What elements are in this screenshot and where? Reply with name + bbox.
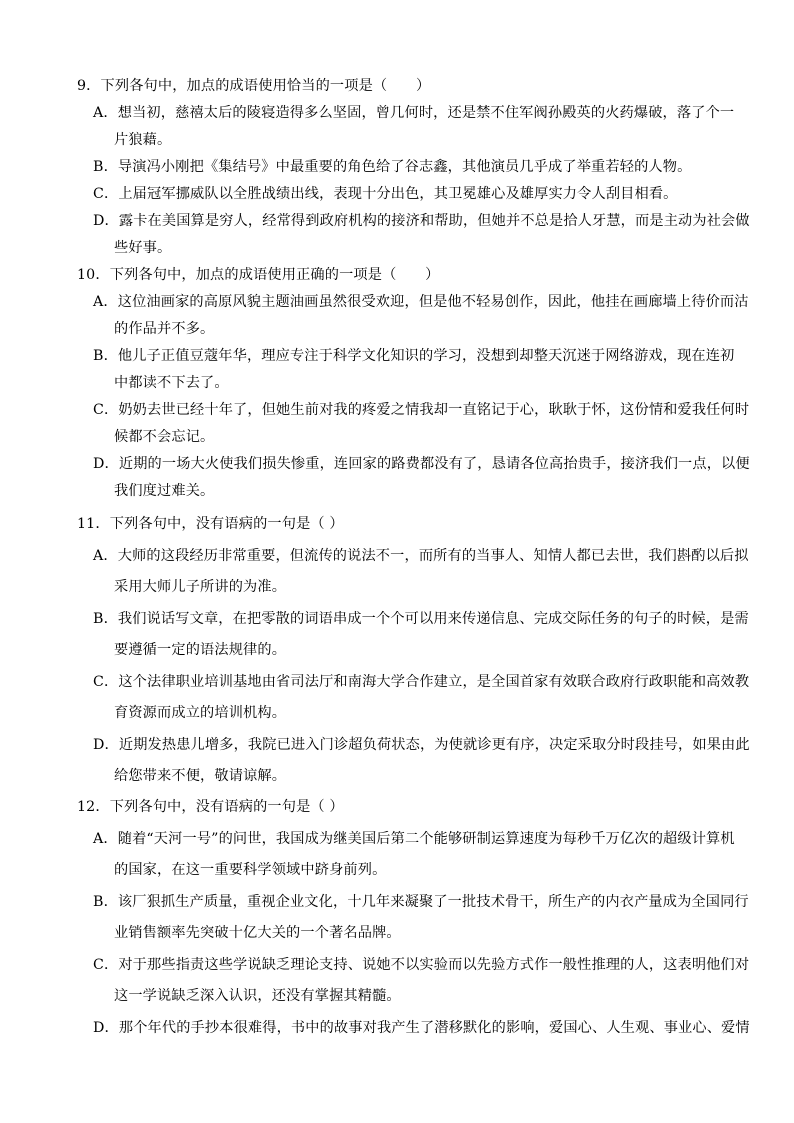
- question-9-stem: 9．下列各句中，加点的成语使用恰当的一项是（ ）: [77, 78, 431, 94]
- question-12-option-b: B．该厂狠抓生产质量，重视企业文化，十几年来凝聚了一批技术骨干，所生产的内衣产量成为全国同行: [93, 894, 749, 910]
- question-12-stem: 12．下列各句中，没有语病的一句是（ ）: [77, 799, 344, 815]
- question-11-option-b-cont: 要遵循一定的语法规律的。: [114, 642, 287, 658]
- question-10-option-d-cont: 我们度过难关。: [114, 483, 215, 499]
- question-11-option-a-cont: 采用大师儿子所讲的为准。: [114, 579, 287, 595]
- question-11-option-b: B．我们说话写文章，在把零散的词语串成一个个可以用来传递信息、完成交际任务的句子的时候，是需: [93, 611, 749, 627]
- question-12-option-c: C．对于那些指责这些学说缺乏理论支持、说她不以实验而以先验方式作一般性推理的人，这表明他们对: [93, 957, 750, 973]
- question-11-option-d: D．近期发热患儿增多，我院已进入门诊超负荷状态，为使就诊更有序，决定采取分时段挂号，如果由此: [93, 737, 750, 753]
- question-9-option-b: B．导演冯小刚把《集结号》中最重要的角色给了谷志鑫，其他演员几乎成了举重若轻的人物。: [93, 159, 692, 175]
- question-9-option-a-cont: 片狼藉。: [114, 132, 172, 148]
- question-12-option-b-cont: 业销售额率先突破十亿大关的一个著名品牌。: [114, 925, 401, 941]
- question-10-option-c-cont: 候都不会忘记。: [114, 429, 215, 445]
- question-9-option-d-cont: 些好事。: [114, 240, 172, 256]
- question-9-option-a: A．想当初，慈禧太后的陵寝造得多么坚固，曾几何时，还是禁不住军阀孙殿英的火药爆破，落了个一: [93, 105, 735, 121]
- question-11-option-a: A．大师的这段经历非常重要，但流传的说法不一，而所有的当事人、知情人都已去世，我们斟酌以后拟: [93, 548, 749, 564]
- question-10-option-b-cont: 中都读不下去了。: [114, 375, 229, 391]
- question-11-option-d-cont: 给您带来不便，敬请谅解。: [114, 768, 287, 784]
- question-12-option-a: A．随着“天河一号”的问世，我国成为继美国后第二个能够研制运算速度为每秒千万亿次的超级计算机: [93, 831, 735, 847]
- question-11-option-c: C．这个法律职业培训基地由省司法厅和南海大学合作建立，是全国首家有效联合政府行政职能和高效教: [93, 674, 750, 690]
- question-9-option-c: C．上届冠军挪威队以全胜战绩出线，表现十分出色，其卫冕雄心及雄厚实力令人刮目相看。: [93, 186, 678, 202]
- question-9-option-d: D．露卡在美国算是穷人，经常得到政府机构的接济和帮助，但她并不总是拾人牙慧，而是主动为社会做: [93, 213, 750, 229]
- question-10-option-b: B．他儿子正值豆蔻年华，理应专注于科学文化知识的学习，没想到却整天沉迷于网络游戏，现在连初: [93, 348, 735, 364]
- question-11-stem: 11．下列各句中，没有语病的一句是（ ）: [77, 516, 344, 532]
- question-11-option-c-cont: 育资源而成立的培训机构。: [114, 705, 287, 721]
- question-10-stem: 10．下列各句中，加点的成语使用正确的一项是（ ）: [77, 267, 440, 283]
- question-10-option-a-cont: 的作品并不多。: [114, 321, 215, 337]
- question-10-option-d: D．近期的一场大火使我们损失惨重，连回家的路费都没有了，恳请各位高抬贵手，接济我们一点，以便: [93, 456, 750, 472]
- question-12-option-c-cont: 这一学说缺乏深入认识，还没有掌握其精髓。: [114, 988, 401, 1004]
- question-10-option-c: C．奶奶去世已经十年了，但她生前对我的疼爱之情我却一直铭记于心，耿耿于怀，这份情和爱我任何时: [93, 402, 750, 418]
- question-12-option-a-cont: 的国家，在这一重要科学领域中跻身前列。: [114, 862, 387, 878]
- question-12-option-d: D．那个年代的手抄本很难得，书中的故事对我产生了潜移默化的影响，爱国心、人生观、事业心、爱情: [93, 1020, 750, 1036]
- question-10-option-a: A．这位油画家的高原风貌主题油画虽然很受欢迎，但是他不轻易创作，因此，他挂在画廊墙上待价而沽: [93, 294, 749, 310]
